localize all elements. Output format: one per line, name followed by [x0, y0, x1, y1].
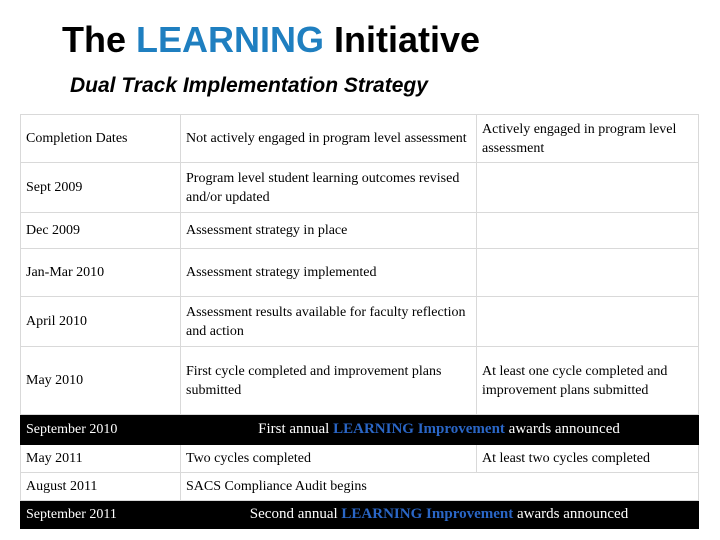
announcement-text	[258, 421, 620, 437]
announcement-text	[250, 506, 628, 522]
date-cell: Sept 2009	[21, 163, 181, 213]
engaged-cell	[477, 163, 699, 213]
date-cell: September 2010	[21, 415, 181, 445]
not-engaged-cell: Assessment strategy implemented	[181, 249, 477, 297]
date-cell: Dec 2009	[21, 213, 181, 249]
date-cell: April 2010	[21, 297, 181, 347]
announcement-brand: LEARNING Improvement	[341, 506, 514, 522]
table-row	[21, 163, 699, 213]
announcement-brand: LEARNING Improvement	[333, 421, 505, 437]
header-completion-dates: Completion Dates	[21, 115, 181, 163]
title-accent: LEARNING	[136, 19, 325, 60]
date-cell: May 2011	[21, 445, 181, 473]
title-prefix: The	[62, 19, 137, 60]
engaged-cell: At least two cycles completed	[477, 445, 699, 473]
announcement-cell	[181, 501, 699, 529]
announcement-cell	[181, 415, 699, 445]
announcement-after: awards announced	[513, 506, 629, 522]
not-engaged-cell: First cycle completed and improvement plans submitted	[181, 347, 477, 415]
table-row	[21, 347, 699, 415]
table-row	[21, 249, 699, 297]
page-subtitle: Dual Track Implementation Strategy	[70, 74, 428, 97]
engaged-cell	[477, 297, 699, 347]
not-engaged-cell: Program level student learning outcomes revised and/or updated	[181, 163, 477, 213]
date-cell: September 2011	[21, 501, 181, 529]
date-cell: August 2011	[21, 473, 181, 501]
header-engaged: Actively engaged in program level assessment	[477, 115, 699, 163]
date-cell: May 2010	[21, 347, 181, 415]
not-engaged-cell: Two cycles completed	[181, 445, 477, 473]
table-row	[21, 213, 699, 249]
title-suffix: Initiative	[324, 19, 481, 60]
engaged-cell: At least one cycle completed and improvement plans submitted	[477, 347, 699, 415]
header-row	[21, 115, 699, 163]
page-title	[62, 16, 480, 64]
table-row	[21, 445, 699, 473]
date-cell: Jan-Mar 2010	[21, 249, 181, 297]
not-engaged-cell: Assessment strategy in place	[181, 213, 477, 249]
announcement-row	[21, 415, 699, 445]
engaged-cell	[477, 213, 699, 249]
announcement-before: Second annual	[249, 506, 342, 522]
not-engaged-cell: Assessment results available for faculty reflection and action	[181, 297, 477, 347]
implementation-table	[20, 114, 699, 529]
engaged-cell	[477, 249, 699, 297]
table-row	[21, 473, 699, 501]
table-row	[21, 297, 699, 347]
audit-cell: SACS Compliance Audit begins	[181, 473, 477, 501]
empty-cell	[477, 473, 699, 501]
announcement-before: First annual	[258, 421, 334, 437]
announcement-after: awards announced	[504, 421, 620, 437]
announcement-row	[21, 501, 699, 529]
header-not-engaged: Not actively engaged in program level assessment	[181, 115, 477, 163]
